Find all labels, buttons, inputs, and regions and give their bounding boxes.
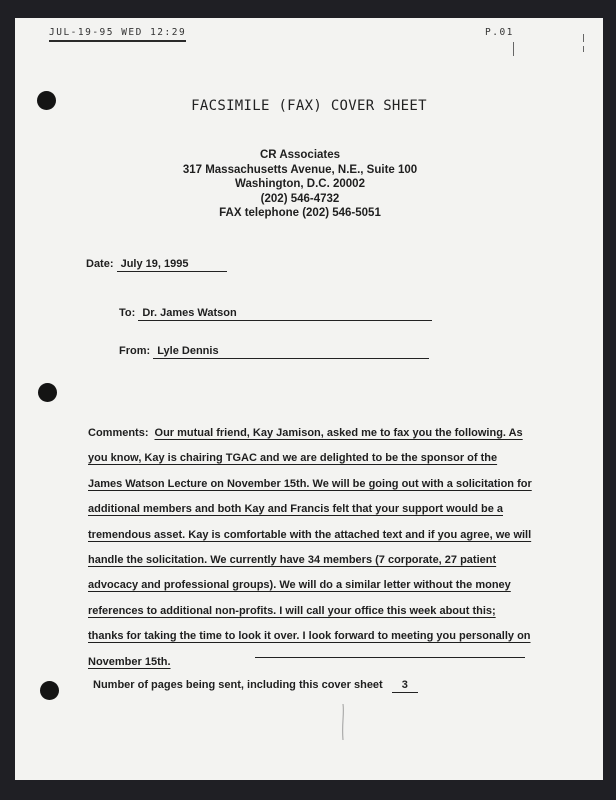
comments-block [88, 421, 534, 675]
fax-page [15, 18, 603, 780]
from-field [119, 345, 429, 359]
to-field [119, 307, 432, 321]
comments-text: Our mutual friend, Kay Jamison, asked me to fax you the following. As you know, Kay is chairing TGAC and we are delighted to be the sponsor of the James Watson Lecture on November 15th. We will be going out with a solicitation for additional members and both Kay and Francis felt that your support would be a tremendous asset. Kay is comfortable with the attached text and if you agree, we will handle the solicitation. We currently have 34 members (7 corporate, 27 patient advocacy and professional groups). We will do a similar letter without the money references to additional non-profits. I will call your office this week about this; thanks for taking the time to look it over. I look forward to meeting you personally on November 15th. [88, 427, 532, 668]
organization-address-line2: Washington, D.C. 20002 [235, 178, 365, 190]
pen-mark [341, 704, 345, 740]
organization-name: CR Associates [259, 149, 341, 161]
organization-address-line1: 317 Massachusetts Avenue, N.E., Suite 100 [182, 163, 418, 176]
to-value: Dr. James Watson [138, 307, 432, 321]
scan-mark [583, 34, 584, 42]
date-value: July 19, 1995 [117, 258, 227, 272]
comments-label: Comments: [88, 427, 149, 439]
fax-page-number: P.01 [485, 27, 514, 38]
to-label: To: [119, 307, 136, 319]
page-count-value: 3 [392, 679, 418, 693]
fax-transmission-header: JUL-19-95 WED 12:29 [49, 27, 186, 42]
date-field [86, 258, 227, 272]
date-label: Date: [86, 258, 114, 270]
punch-hole-bottom [40, 681, 59, 700]
document-title: FACSIMILE (FAX) COVER SHEET [191, 98, 427, 114]
organization-block [15, 148, 585, 221]
scan-mark [583, 46, 584, 52]
from-value: Lyle Dennis [153, 345, 429, 359]
scan-mark [513, 42, 514, 56]
from-label: From: [119, 345, 151, 357]
punch-hole-middle [38, 383, 57, 402]
organization-fax: FAX telephone (202) 546-5051 [219, 207, 381, 219]
page-count-field [93, 679, 418, 693]
page-count-label: Number of pages being sent, including this cover sheet [93, 679, 383, 691]
organization-phone: (202) 546-4732 [260, 192, 340, 205]
comments-underline-tail [255, 657, 525, 658]
